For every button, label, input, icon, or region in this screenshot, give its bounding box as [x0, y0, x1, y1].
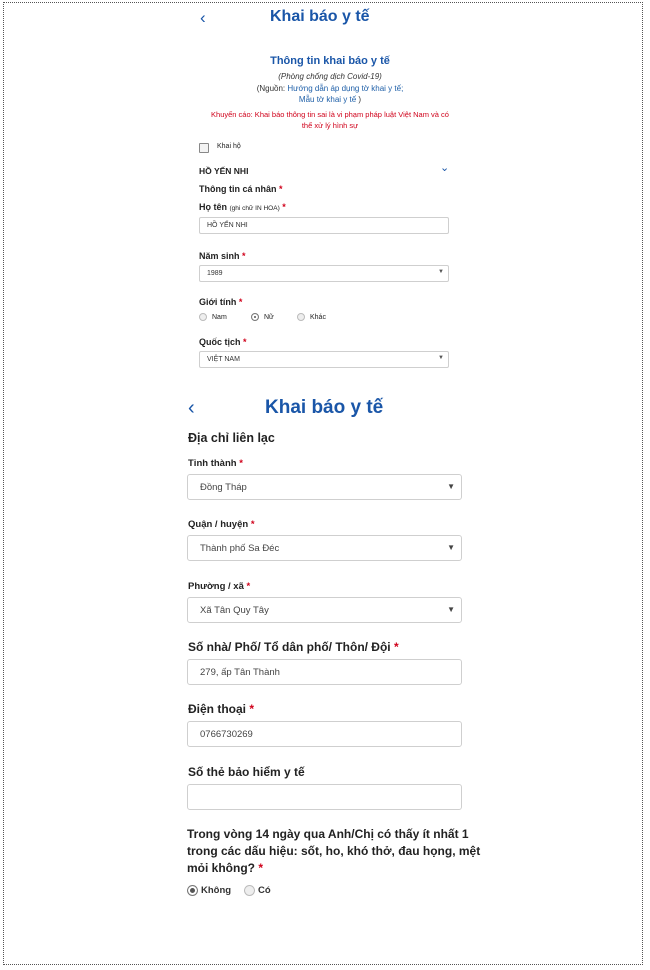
back-chevron-icon[interactable]: ‹ — [188, 397, 195, 419]
symptom-question: Trong vòng 14 ngày qua Anh/Chị có thấy ít nhất 1 trong các dấu hiệu: sốt, ho, khó thở, đau họng, mệt mỏi không? * — [187, 827, 481, 875]
birth-year-select[interactable]: 1989 ▼ — [199, 265, 449, 282]
dropdown-arrow-icon: ▼ — [438, 269, 444, 275]
dropdown-arrow-icon: ▼ — [447, 543, 455, 552]
gender-label: Giới tính * — [199, 297, 243, 307]
symptom-radio-no[interactable]: Không — [187, 885, 231, 896]
warning-text: Khuyến cáo: Khai báo thông tin sai là vi phạm pháp luật Việt Nam và có thể xử lý hình sự — [211, 110, 449, 130]
district-select[interactable]: Thành phố Sa Đéc ▼ — [187, 535, 462, 561]
fullname-label: Họ tên (ghi chữ IN HOA) * — [199, 202, 286, 212]
dropdown-arrow-icon: ▼ — [447, 482, 455, 491]
dropdown-arrow-icon: ▼ — [438, 355, 444, 361]
on-behalf-checkbox[interactable] — [199, 143, 209, 153]
province-label: Tỉnh thành * — [188, 458, 243, 469]
nationality-label: Quốc tịch * — [199, 337, 247, 347]
person-name-header[interactable]: HỒ YẾN NHI — [199, 166, 249, 176]
ward-select[interactable]: Xã Tân Quy Tây ▼ — [187, 597, 462, 623]
street-label: Số nhà/ Phố/ Tổ dân phố/ Thôn/ Đội * — [188, 640, 399, 654]
nationality-select[interactable]: VIỆT NAM ▼ — [199, 351, 449, 368]
birth-year-label: Năm sinh * — [199, 251, 246, 261]
page-title: Khai báo y tế — [265, 397, 384, 418]
source-prefix: (Nguồn: — [256, 84, 288, 93]
source-line — [200, 84, 460, 93]
back-chevron-icon[interactable]: ‹ — [200, 8, 206, 27]
phone-label: Điện thoại * — [188, 702, 255, 716]
source-line-2 — [200, 95, 460, 104]
guide-link[interactable]: Hướng dẫn áp dụng tờ khai y tế; — [287, 84, 404, 93]
gender-radio-other[interactable]: Khác — [297, 313, 326, 321]
symptom-radio-yes[interactable]: Có — [244, 885, 271, 896]
section-title: Địa chỉ liên lạc — [188, 431, 275, 445]
street-input[interactable]: 279, ấp Tân Thành — [187, 659, 462, 685]
form-heading: Thông tin khai báo y tế — [270, 55, 390, 67]
insurance-input[interactable] — [187, 784, 462, 810]
phone-input[interactable]: 0766730269 — [187, 721, 462, 747]
chevron-down-icon[interactable]: ⌄ — [440, 162, 450, 174]
on-behalf-label: Khai hộ — [217, 143, 241, 150]
dropdown-arrow-icon: ▼ — [447, 605, 455, 614]
personal-info-label: Thông tin cá nhân * — [199, 184, 283, 194]
form-template-link[interactable]: Mẫu tờ khai y tế — [298, 95, 357, 104]
insurance-label: Số thẻ bảo hiểm y tế — [188, 765, 305, 779]
province-select[interactable]: Đồng Tháp ▼ — [187, 474, 462, 500]
district-label: Quận / huyện * — [188, 519, 255, 530]
fullname-input[interactable]: HỒ YẾN NHI — [199, 217, 449, 234]
gender-radio-female[interactable]: Nữ — [251, 313, 274, 321]
source-suffix: ) — [356, 95, 362, 104]
form-subheading: (Phòng chống dịch Covid-19) — [278, 72, 382, 81]
gender-radio-male[interactable]: Nam — [199, 313, 227, 321]
ward-label: Phường / xã * — [188, 581, 251, 592]
page-title: Khai báo y tế — [270, 8, 370, 25]
